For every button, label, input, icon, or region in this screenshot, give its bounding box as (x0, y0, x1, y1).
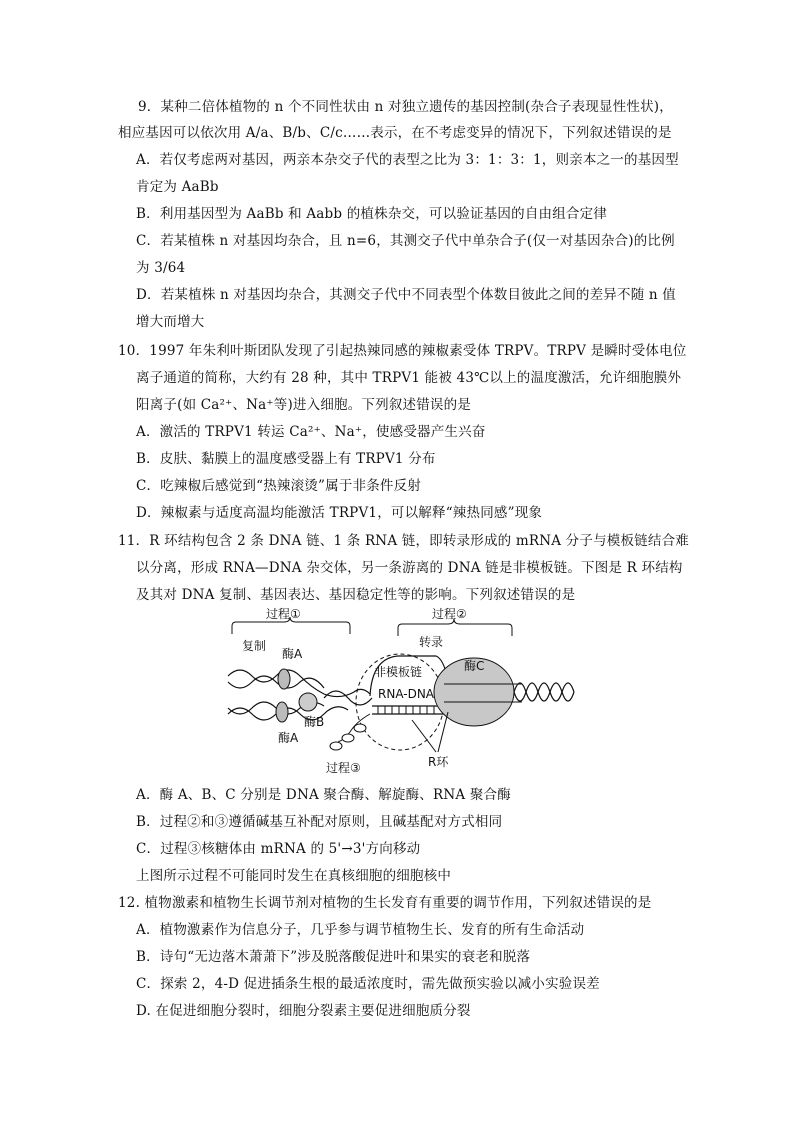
q10-option-c: C．吃辣椒后感觉到“热辣滚烫”属于非条件反射 (136, 478, 422, 494)
rna-dna-hybrid-label: RNA-DNA (378, 687, 435, 701)
r-loop-pointer-2 (438, 712, 448, 752)
q10-option-d: D．辣椒素与适度高温均能激活 TRPV1，可以解释“辣热同感”现象 (136, 505, 543, 521)
q9-option-d-line-2: 增大而增大 (136, 314, 205, 330)
q9-option-c-line-1: C．若某植株 n 对基因均杂合，且 n=6，其测交子代中单杂合子(仅一对基因杂合)的比例 (136, 233, 675, 249)
process2-label: 过程② (432, 607, 467, 621)
process1-label: 过程① (266, 607, 301, 621)
q10-stem-line-2: 离子通道的简称，大约有 28 种，其中 TRPV1 能被 43℃以上的温度激活，允许细胞膜外 (136, 370, 682, 386)
enzyme-a-lower (276, 702, 288, 722)
q11-option-a: A．酶 A、B、C 分别是 DNA 聚合酶、解旋酶、RNA 聚合酶 (136, 787, 511, 803)
non-template-label: 非模板链 (374, 665, 423, 679)
q10-option-a: A．激活的 TRPV1 转运 Ca²⁺、Na⁺，使感受器产生兴奋 (136, 424, 486, 440)
q11-option-b: B．过程②和③遵循碱基互补配对原则，且碱基配对方式相同 (136, 814, 503, 830)
ribosome-3 (330, 742, 342, 750)
r-loop-label: R环 (428, 755, 449, 769)
base-pair-ticks (378, 706, 434, 714)
q12-option-d: D. 在促进细胞分裂时，细胞分裂素主要促进细胞质分裂 (136, 1003, 471, 1019)
enzyme-a-lower-label: 酶A (278, 731, 299, 745)
process2-brace (398, 619, 512, 636)
r-loop-diagram (222, 606, 582, 778)
q11-stem-line-3: 及其对 DNA 复制、基因表达、基因稳定性等的影响。下列叙述错误的是 (136, 587, 576, 603)
ribosome-1 (354, 724, 366, 732)
enzyme-c-label: 酶C (464, 659, 485, 673)
dna-middle-wave (324, 691, 372, 705)
ribosome-2 (342, 734, 354, 742)
q12-stem: 12. 植物激素和植物生长调节剂对植物的生长发育有重要的调节作用，下列叙述错误的是 (118, 895, 652, 911)
enzyme-b-label: 酶B (304, 715, 325, 729)
q12-option-b: B．诗句“无边落木萧萧下”涉及脱落酸促进叶和果实的衰老和脱落 (136, 949, 531, 965)
q10-option-b: B．皮肤、黏膜上的温度感受器上有 TRPV1 分布 (136, 451, 436, 467)
q11-option-c: C．过程③核糖体由 mRNA 的 5'→3'方向移动 (136, 841, 421, 857)
q9-option-d-line-1: D．若某植株 n 对基因均杂合，其测交子代中不同表型个体数目彼此之间的差异不随 n 值 (136, 287, 676, 303)
transcription-label: 转录 (419, 635, 444, 649)
q11-stem-line-1: 11．R 环结构包含 2 条 DNA 链、1 条 RNA 链，即转录形成的 mRNA 分子与模板链结合难 (118, 533, 689, 549)
enzyme-a-upper (278, 669, 290, 689)
q11-stem-line-2: 以分离，形成 RNA—DNA 杂交体，另一条游离的 DNA 链是非模板链。下图是 R 环结构 (136, 560, 683, 576)
q9-option-b: B．利用基因型为 AaBb 和 Aabb 的植株杂交，可以验证基因的自由组合定律 (136, 206, 608, 222)
replication-label: 复制 (242, 639, 267, 653)
q12-option-c: C．探索 2，4-D 促进插条生根的最适浓度时，需先做预实验以减小实验误差 (136, 976, 600, 992)
q9-stem-line-2: 相应基因可以依次用 A/a、B/b、C/c……表示，在不考虑变异的情况下，下列叙述错误的是 (118, 125, 672, 141)
q11-option-d: 上图所示过程不可能同时发生在真核细胞的细胞核中 (136, 868, 452, 884)
q9-option-c-line-2: 为 3/64 (136, 260, 186, 276)
q10-stem-line-3: 阳离子(如 Ca²⁺、Na⁺等)进入细胞。下列叙述错误的是 (136, 397, 472, 413)
q9-option-a-line-1: A．若仅考虑两对基因，两亲本杂交子代的表型之比为 3：1：3：1，则亲本之一的基因型 (136, 152, 679, 168)
q9-option-a-line-2: 肯定为 AaBb (136, 179, 219, 195)
dna-upper-strand-2 (228, 676, 324, 688)
q10-stem-line-1: 10．1997 年朱利叶斯团队发现了引起热辣同感的辣椒素受体 TRPV。TRPV 是瞬时受体电位 (118, 343, 687, 359)
q12-option-a: A．植物激素作为信息分子，几乎参与调节植物生长、发育的所有生命活动 (136, 922, 585, 938)
process3-label: 过程③ (326, 761, 361, 775)
q9-stem-line-1: 9．某种二倍体植物的 n 个不同性状由 n 对独立遗传的基因控制(杂合子表现显性性状)， (138, 99, 673, 115)
enzyme-a-upper-label: 酶A (282, 647, 303, 661)
enzyme-b (299, 693, 317, 711)
